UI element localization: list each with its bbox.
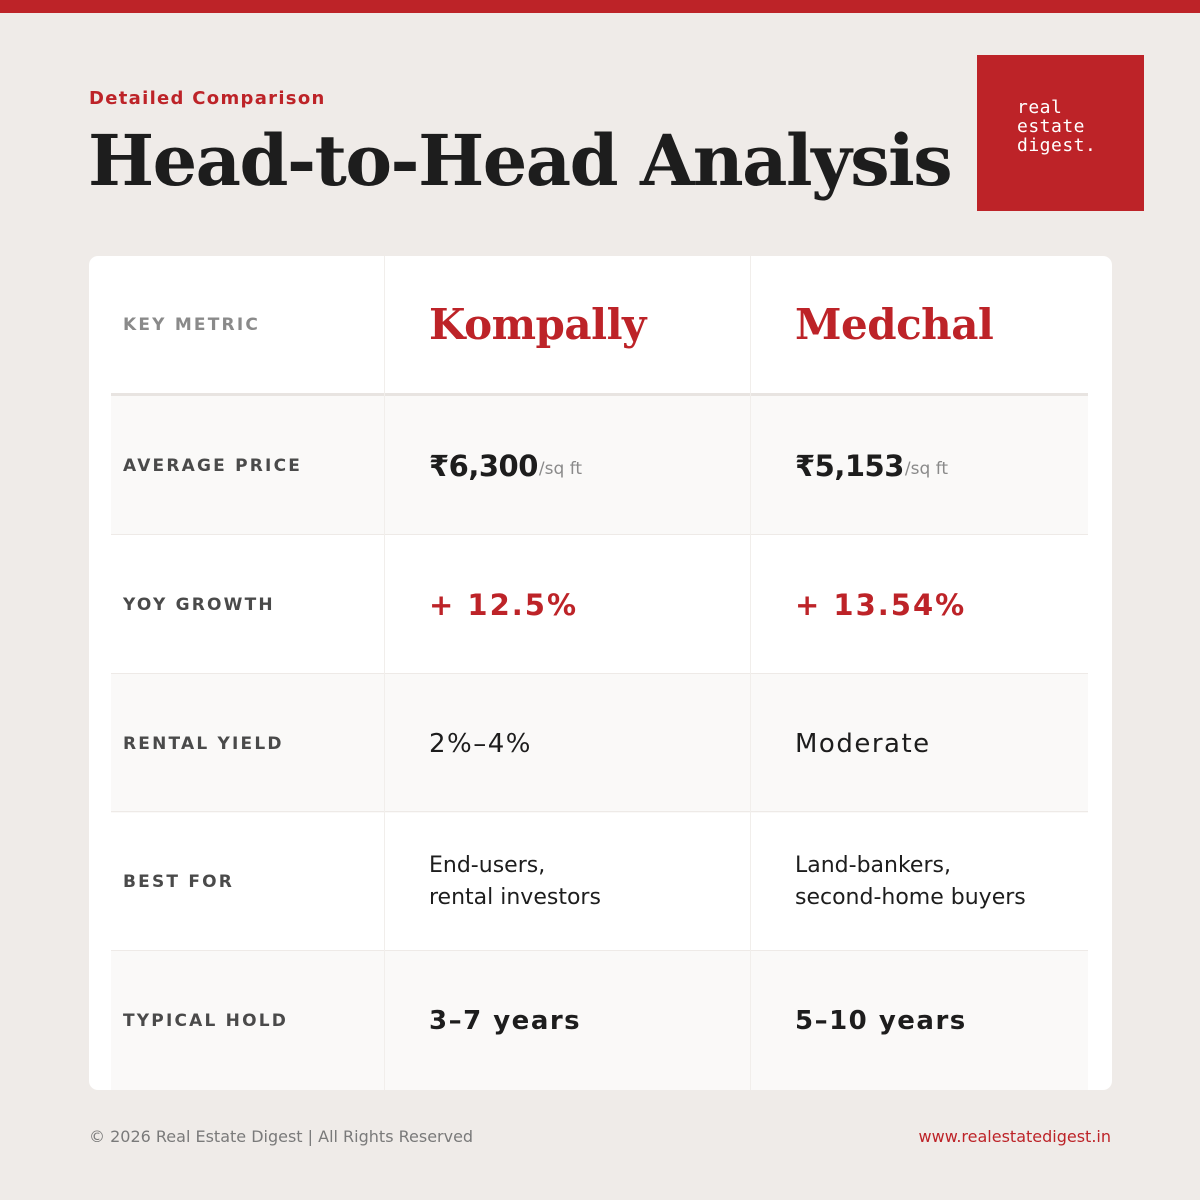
column-divider [750,256,751,1090]
table-row [111,396,1088,535]
price-cell [795,396,1085,535]
table-row [111,811,1088,951]
growth-value: + 12.5% [429,587,579,622]
price-unit: /sq ft [904,458,949,479]
price-cell [429,396,769,535]
comparison-card [89,256,1112,1090]
price-unit: /sq ft [538,458,583,479]
hold-value: 5–10 years [795,1005,967,1036]
yield-value: 2%–4% [429,728,532,759]
table-row [111,950,1088,1090]
brand-logo [977,55,1144,211]
column-header-medchal: Medchal [795,300,994,349]
page-title: Head-to-Head Analysis [88,119,952,202]
growth-value: + 13.54% [795,587,967,622]
metric-label: RENTAL YIELD [123,733,284,754]
best-for-line: Land-bankers, [795,852,951,878]
column-divider [384,256,385,1090]
yield-value: Moderate [795,728,931,759]
price-value: ₹6,300 [429,448,538,483]
column-header-kompally: Kompally [429,300,646,349]
top-accent-bar [0,0,1200,13]
price-value: ₹5,153 [795,448,904,483]
footer-copyright: © 2026 Real Estate Digest | All Rights Reserved [89,1127,474,1146]
logo-line: digest. [1017,135,1097,156]
hold-value: 3–7 years [429,1005,582,1036]
best-for-value [795,850,1026,914]
metric-label: TYPICAL HOLD [123,1010,289,1031]
key-metric-header: KEY METRIC [123,314,261,335]
footer-website-link[interactable]: www.realestatedigest.in [918,1127,1111,1146]
metric-label: AVERAGE PRICE [123,455,303,476]
table-header-row [111,256,1088,396]
eyebrow-label: Detailed Comparison [89,88,326,109]
table-row [111,673,1088,813]
best-for-line: rental investors [429,884,601,910]
best-for-line: second-home buyers [795,884,1026,910]
best-for-line: End-users, [429,852,546,878]
metric-label: BEST FOR [123,871,235,892]
logo-line: real [1017,97,1063,118]
table-row [111,534,1088,674]
logo-line: estate [1017,116,1086,137]
metric-label: YOY GROWTH [123,594,275,615]
best-for-value [429,850,601,914]
logo-wordmark [1017,98,1096,155]
